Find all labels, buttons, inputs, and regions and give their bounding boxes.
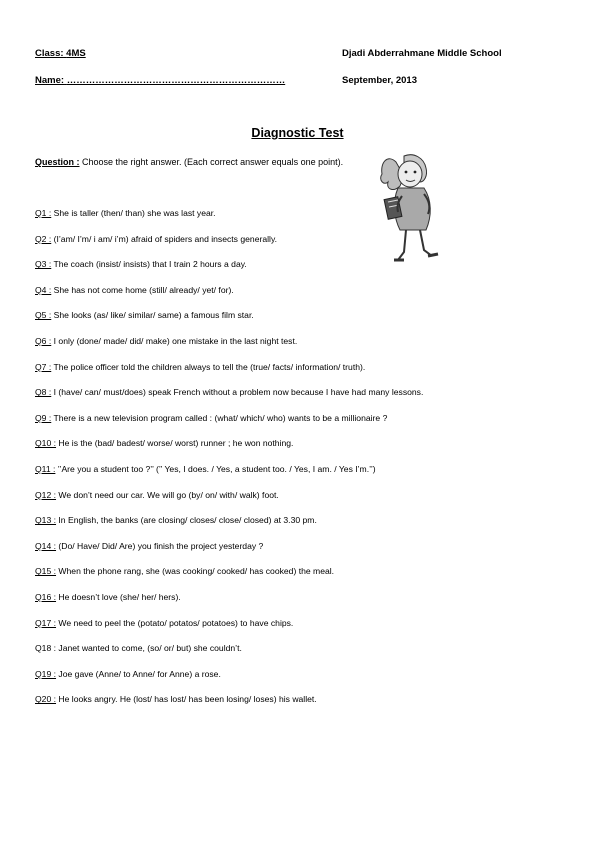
question-text: : Janet wanted to come, (so/ or/ but) she couldn’t. [51,643,242,654]
question-text: We need to peel the (potato/ potatos/ potatoes) to have chips. [56,617,294,628]
question-number: Q5 : [35,310,52,321]
instruction-label: Question : [35,157,80,167]
question-number: Q18 [35,643,52,654]
question-19 [35,669,221,679]
header-row-class [35,48,560,59]
question-number: Q6 : [35,336,52,346]
question-number: Q9 : [35,412,52,423]
question-number: Q15 : [35,566,57,577]
question-text: She is taller (then/ than) she was last year. [51,208,216,218]
question-9 [35,413,387,423]
question-number: Q13 : [35,515,57,526]
question-number: Q8 : [35,387,52,398]
question-text: He is the (bad/ badest/ worse/ worst) runner ; he won nothing. [56,438,294,449]
question-12 [35,490,279,500]
question-text: There is a new television program called : (what/ which/ who) wants to be a millionaire ? [51,412,388,423]
question-text: He looks angry. He (lost/ has lost/ has been losing/ loses) his wallet. [56,694,317,705]
question-text: Joe gave (Anne/ to Anne/ for Anne) a rose. [56,668,221,679]
question-text: The coach (insist/ insists) that I train 2 hours a day. [51,259,247,270]
question-number: Q4 : [35,284,52,295]
question-text: We don’t need our car. We will go (by/ on/ with/ walk) foot. [56,489,279,500]
question-text: When the phone rang, she (was cooking/ cooked/ has cooked) the meal. [56,566,335,577]
question-number: Q20 : [35,694,57,705]
name-label: Name: [35,75,65,86]
question-5 [35,310,254,320]
question-number: Q3 : [35,259,52,270]
question-text: (Do/ Have/ Did/ Are) you finish the project yesterday ? [56,540,264,551]
name-blank: …………………………………………………………… [66,75,286,86]
instruction [35,157,343,167]
question-16 [35,592,181,602]
class-value: 4MS [66,48,86,59]
question-number: Q17 : [35,617,57,628]
school-name: Djadi Abderrahmane Middle School [342,48,502,59]
question-3 [35,259,247,269]
question-number: Q2 : [35,233,52,244]
question-1 [35,208,216,218]
question-18 [35,643,242,653]
question-number: Q11 : [35,464,56,474]
question-text: I only (done/ made/ did/ make) one mistake in the last night test. [51,336,298,346]
question-number: Q10 : [35,438,57,449]
question-number: Q19 : [35,668,57,679]
question-text: I (have/ can/ must/does) speak French without a problem now because I have had many lessons. [51,387,424,398]
question-17 [35,618,293,628]
page-title: Diagnostic Test [251,126,344,140]
header-row-name [35,75,560,86]
question-number: Q12 : [35,489,57,500]
question-number: Q7 : [35,361,52,372]
question-number: Q16 : [35,592,57,602]
girl-reading-illustration [374,152,450,264]
question-2 [35,234,277,244]
question-text: She looks (as/ like/ similar/ same) a famous film star. [51,310,254,321]
question-text: He doesn’t love (she/ her/ hers). [56,592,181,602]
question-number: Q14 : [35,540,57,551]
question-text: She has not come home (still/ already/ yet/ for). [51,284,234,295]
question-20 [35,694,317,704]
question-text: ’’Are you a student too ?’’ (’’ Yes, I does. / Yes, a student too. / Yes, I am. / Yes I’m.’’) [55,464,376,474]
question-13 [35,515,317,525]
question-10 [35,438,293,448]
question-11 [35,464,376,474]
test-date: September, 2013 [342,75,417,86]
instruction-text: Choose the right answer. (Each correct answer equals one point). [79,157,344,167]
question-6 [35,336,297,346]
question-4 [35,285,234,295]
question-text: In English, the banks (are closing/ closes/ close/ closed) at 3.30 pm. [56,515,317,526]
question-number: Q1 : [35,208,52,218]
question-7 [35,362,365,372]
class-label: Class: [35,48,64,59]
question-8 [35,387,423,397]
question-14 [35,541,263,551]
question-text: (I’am/ I’m/ i am/ i’m) afraid of spiders and insects generally. [51,233,277,244]
question-15 [35,566,334,576]
question-text: The police officer told the children always to tell the (true/ facts/ information/ truth). [51,361,366,372]
